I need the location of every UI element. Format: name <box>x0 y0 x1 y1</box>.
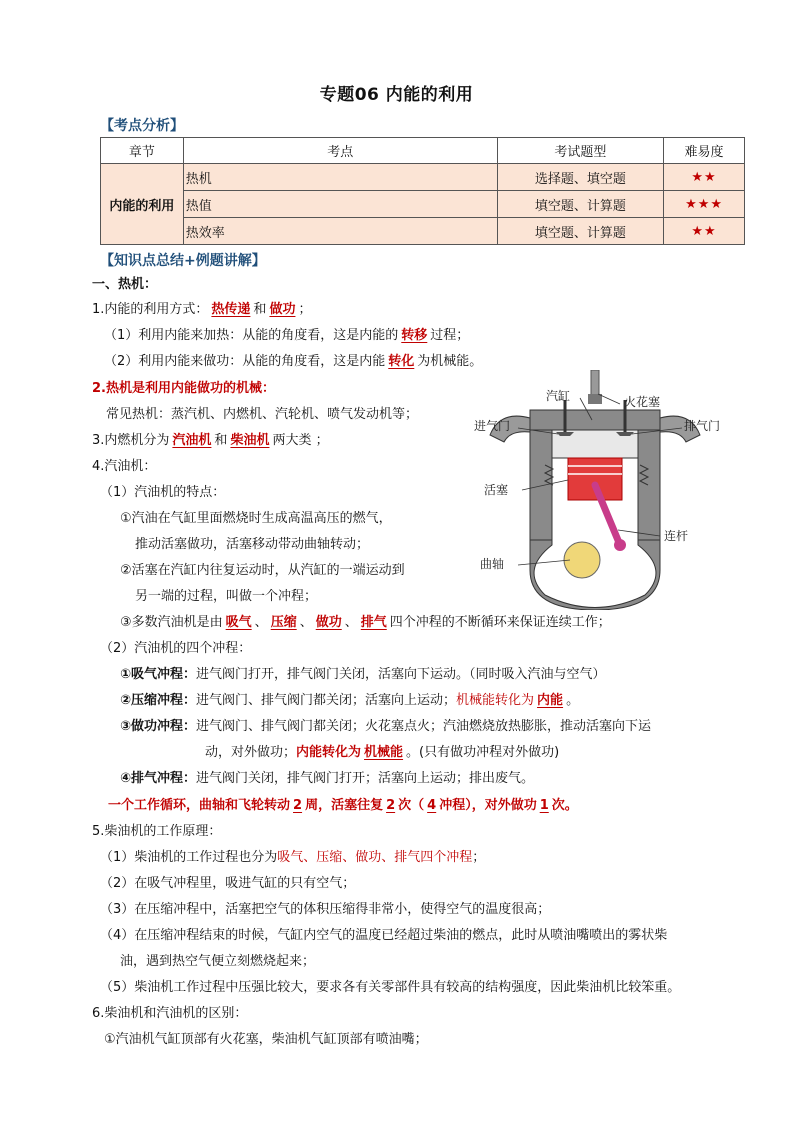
label-intake-valve: 进气门 <box>474 419 511 433</box>
header-difficulty: 难易度 <box>664 138 745 164</box>
difficulty-cell: ★★ <box>664 164 745 191</box>
text-line: ③多数汽油机是由 吸气 、 压缩 、 做功 、 排气 四个冲程的不断循环来保证连续工作； <box>120 615 611 630</box>
rod-end <box>614 539 626 551</box>
type-cell: 选择题、填空题 <box>497 164 663 191</box>
answer-blank: 吸气 <box>225 615 252 630</box>
text-line: （4）在压缩冲程结束的时候，气缸内空气的温度已经超过柴油的燃点，此时从喷油嘴喷出的雾状柴 <box>100 928 668 943</box>
label-exhaust-valve: 排气门 <box>684 419 721 433</box>
table-row <box>101 218 745 245</box>
leader-line <box>518 560 570 565</box>
label-connecting-rod: 连杆 <box>664 529 689 543</box>
answer-blank: 柴油机 <box>230 433 270 448</box>
knowledge-table <box>100 137 745 245</box>
table-row <box>101 191 745 218</box>
text-line: （3）在压缩冲程中，活塞把空气的体积压缩得非常小，使得空气的温度很高； <box>100 902 551 917</box>
text-line: （1）柴油机的工作过程也分为吸气、压缩、做功、排气四个冲程； <box>100 850 486 865</box>
answer-blank: 4 <box>427 798 437 813</box>
point-cell: 热值 <box>183 191 497 218</box>
answer-blank: 做功 <box>315 615 342 630</box>
text-line: 4.汽油机： <box>92 459 157 474</box>
cylinder-head <box>530 410 660 430</box>
cylinder-wall-right <box>638 430 660 540</box>
answer-blank: 内能 <box>537 693 564 708</box>
text-line: 1.内能的利用方式： 热传递 和 做功 ； <box>92 302 312 317</box>
text-line: （5）柴油机工作过程中压强比较大，要求各有关零部件具有较高的结构强度，因此柴油机比较笨重。 <box>100 980 681 995</box>
text-line: 推动活塞做功，活塞移动带动曲轴转动； <box>135 537 370 552</box>
point-cell: 热机 <box>183 164 497 191</box>
spark-plug-icon <box>591 370 599 398</box>
answer-blank: 转移 <box>401 328 428 343</box>
text-line: 常见热机：蒸汽机、内燃机、汽轮机、喷气发动机等； <box>106 407 419 422</box>
answer-blank: 2 <box>386 798 396 813</box>
text-line: （2）在吸气冲程里，吸进气缸的只有空气； <box>100 876 356 891</box>
label-spark-plug: 火花塞 <box>624 395 661 409</box>
text-line: （2）利用内能来做功：从能的角度看，这是内能 转化 为机械能。 <box>104 354 483 369</box>
spark-plug-base <box>588 394 602 404</box>
text-line: 油，遇到热空气便立刻燃烧起来； <box>120 954 316 969</box>
header-chapter: 章节 <box>101 138 184 164</box>
label-piston: 活塞 <box>484 483 509 497</box>
section-analysis-heading: 【考点分析】 <box>100 118 184 134</box>
answer-blank: 做功 <box>269 302 296 317</box>
text-line: （1）汽油机的特点： <box>100 485 226 500</box>
cylinder-wall-left <box>530 430 552 540</box>
table-row <box>101 164 745 191</box>
section-summary-heading: 【知识点总结+例题讲解】 <box>100 253 266 269</box>
answer-blank: 转化 <box>388 354 415 369</box>
text-line: 另一端的过程，叫做一个冲程； <box>135 589 318 604</box>
header-type: 考试题型 <box>497 138 663 164</box>
text-line: 6.柴油机和汽油机的区别： <box>92 1006 248 1021</box>
text-line: ②压缩冲程：进气阀门、排气阀门都关闭；活塞向上运动；机械能转化为 内能 。 <box>120 693 580 708</box>
answer-blank: 排气 <box>360 615 387 630</box>
type-cell: 填空题、计算题 <box>497 218 663 245</box>
answer-blank: 汽油机 <box>172 433 212 448</box>
text-line: ③做功冲程：进气阀门、排气阀门都关闭；火花塞点火；汽油燃烧放热膨胀，推动活塞向下运 <box>120 719 652 734</box>
text-line: ①吸气冲程：进气阀门打开，排气阀门关闭，活塞向下运动。（同时吸入汽油与空气） <box>120 667 606 682</box>
difficulty-cell: ★★★ <box>664 191 745 218</box>
text-line: 一个工作循环，曲轴和飞轮转动 2 周，活塞往复 2 次（ 4 冲程），对外做功 1 次。 <box>108 798 578 813</box>
chapter-cell: 内能的利用 <box>101 164 184 245</box>
page-title: 专题06 内能的利用 <box>319 85 474 105</box>
answer-blank: 压缩 <box>270 615 297 630</box>
difficulty-cell: ★★ <box>664 218 745 245</box>
text-line: ①汽油机气缸顶部有火花塞，柴油机气缸顶部有喷油嘴； <box>104 1032 428 1047</box>
text-line: ①汽油在气缸里面燃烧时生成高温高压的燃气， <box>120 511 392 526</box>
text-line: ②活塞在汽缸内往复运动时，从汽缸的一端运动到 <box>120 563 405 578</box>
answer-blank: 热传递 <box>211 302 251 317</box>
table-header-row <box>101 138 745 164</box>
header-point: 考点 <box>183 138 497 164</box>
text-line: 3.内燃机分为 汽油机 和 柴油机 两大类 ； <box>92 433 329 448</box>
text-line: 动，对外做功；内能转化为 机械能 。(只有做功冲程对外做功) <box>205 745 560 760</box>
text-line: 5.柴油机的工作原理： <box>92 824 222 839</box>
text-line: 2.热机是利用内能做功的机械： <box>92 381 275 396</box>
text-line: （1）利用内能来加热：从能的角度看，这是内能的 转移 过程； <box>104 328 470 343</box>
answer-blank: 1 <box>539 798 549 813</box>
engine-diagram <box>470 370 730 610</box>
text-line: （2）汽油机的四个冲程： <box>100 641 252 656</box>
point-cell: 热效率 <box>183 218 497 245</box>
text-line: ④排气冲程：进气阀门关闭，排气阀门打开；活塞向上运动；排出废气。 <box>120 771 535 786</box>
answer-blank: 2 <box>293 798 303 813</box>
label-crankshaft: 曲轴 <box>480 557 505 571</box>
answer-blank: 机械能 <box>364 745 404 760</box>
heading-heat-engine: 一、热机： <box>92 277 158 292</box>
type-cell: 填空题、计算题 <box>497 191 663 218</box>
label-cylinder: 汽缸 <box>546 389 571 403</box>
